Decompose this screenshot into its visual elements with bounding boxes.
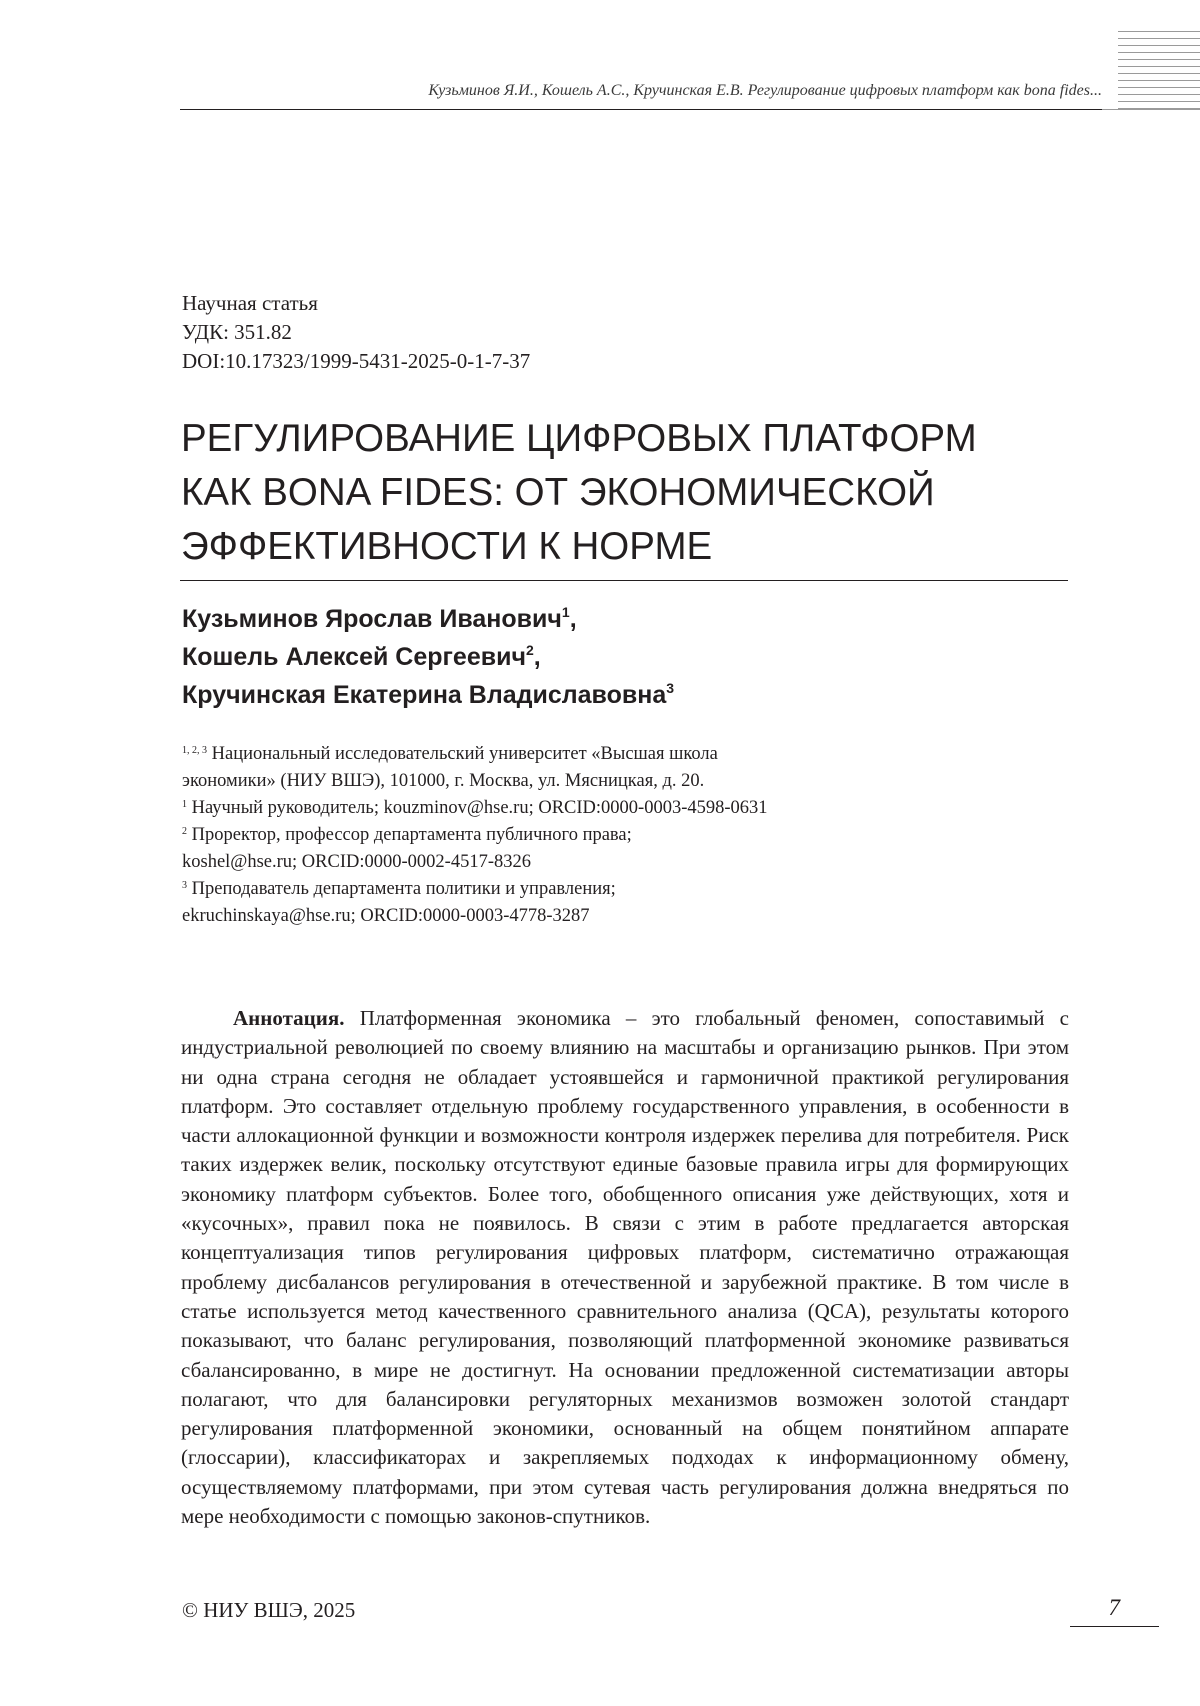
title-divider <box>180 580 1068 581</box>
decorative-stripes <box>1118 31 1200 115</box>
affiliation-line: $^{1, 2, 3}$ Национальный исследовательский университет «Высшая школа <box>182 744 718 764</box>
author <box>182 676 674 714</box>
title-line: ЭФФЕКТИВНОСТИ К НОРМЕ <box>181 525 713 568</box>
affiliation-line: экономики» (НИУ ВШЭ), 101000, г. Москва, ул. Мясницкая, д. 20. <box>182 771 705 791</box>
affiliation-line: $^1$ Научный руководитель; kouzminov@hse.ru; ORCID:0000-0003-4598-0631 <box>182 798 768 818</box>
title-line: КАК BONA FIDES: ОТ ЭКОНОМИЧЕСКОЙ <box>181 471 935 514</box>
udc-code: УДК: 351.82 <box>182 320 292 344</box>
author: Кузьминов Ярослав Иванович$^1$, <box>182 604 577 633</box>
author-affil-ref: 1 <box>561 604 570 620</box>
author-list <box>182 600 674 714</box>
author-affil-ref: 2 <box>525 642 534 658</box>
author-name: Кузьминов Ярослав Иванович <box>182 605 562 633</box>
abstract <box>181 1004 1069 1531</box>
page-number: 7 <box>1108 1595 1120 1620</box>
footer-divider <box>1070 1626 1159 1627</box>
affiliation-line: ekruchinskaya@hse.ru; ORCID:0000-0003-4778-3287 <box>182 906 590 926</box>
doi: DOI:10.17323/1999-5431-2025-0-1-7-37 <box>182 349 531 373</box>
author: Кошель Алексей Сергеевич$^2$, <box>182 642 541 671</box>
copyright: © НИУ ВШЭ, 2025 <box>182 1598 356 1622</box>
affiliation-line: $^2$ Проректор, профессор департамента публичного права; <box>182 825 632 845</box>
title-line: РЕГУЛИРОВАНИЕ ЦИФРОВЫХ ПЛАТФОРМ <box>181 417 977 460</box>
author-affil-ref: 3 <box>666 680 675 696</box>
affiliation-line: koshel@hse.ru; ORCID:0000-0002-4517-8326 <box>182 852 531 872</box>
affiliation-line: $^3$ Преподаватель департамента политики и управления; <box>182 879 616 899</box>
article-type: Научная статья <box>182 291 318 315</box>
affiliations <box>182 741 1082 930</box>
author-name: Кручинская Екатерина Владиславовна <box>182 681 667 709</box>
abstract-text: Платформенная экономика – это глобальный феномен, сопоставимый с индустриальной революцией по своему влиянию на масштабы и организацию рынков. При этом ни одна страна сегодня не обладает устоявшейся и гармоничной практикой регулирования платформ. Это составляет отдельную проблему государственного управления, в особенности в части аллокационной функции и возможности контроля издержек перелива для потребителя. Риск таких издержек велик, поскольку отсутствуют единые базовые правила игры для формирующих экономику платформ субъектов. Более того, обобщенного описания уже действующих, хотя и «кусочных», правил пока не появилось. В связи с этим в работе предлагается авторская концептуализация типов регулирования цифровых платформ, систематично отражающая проблему дисбалансов регулирования в отечественной и зарубежной практике. В том числе в статье используется метод качественного сравнительного анализа (QCA), результаты которого показывают, что баланс регулирования, позволяющий платформенной экономике развиваться сбалансированно, в мире не достигнут. На основании предложенной систематизации авторы полагают, что для балансировки регуляторных механизмов возможен золотой стандарт регулирования платформенной экономики, основанный на общем понятийном аппарате (глоссарии), классификаторах и закрепляемых подходах к информационному обмену, осуществляемому платформами, при этом сутевая часть регулирования должна внедряться по мере необходимости с помощью законов-спутников. <box>181 1006 1069 1529</box>
author-name: Кошель Алексей Сергеевич <box>182 643 526 671</box>
header-divider-tail <box>1102 109 1200 110</box>
header-divider <box>180 109 1102 110</box>
running-header: Кузьминов Я.И., Кошель А.С., Кручинская Е.В. Регулирование цифровых платформ как bona fides... <box>428 82 1102 99</box>
article-title <box>181 412 1101 574</box>
article-meta <box>182 289 530 376</box>
abstract-label: Аннотация. <box>233 1006 345 1030</box>
